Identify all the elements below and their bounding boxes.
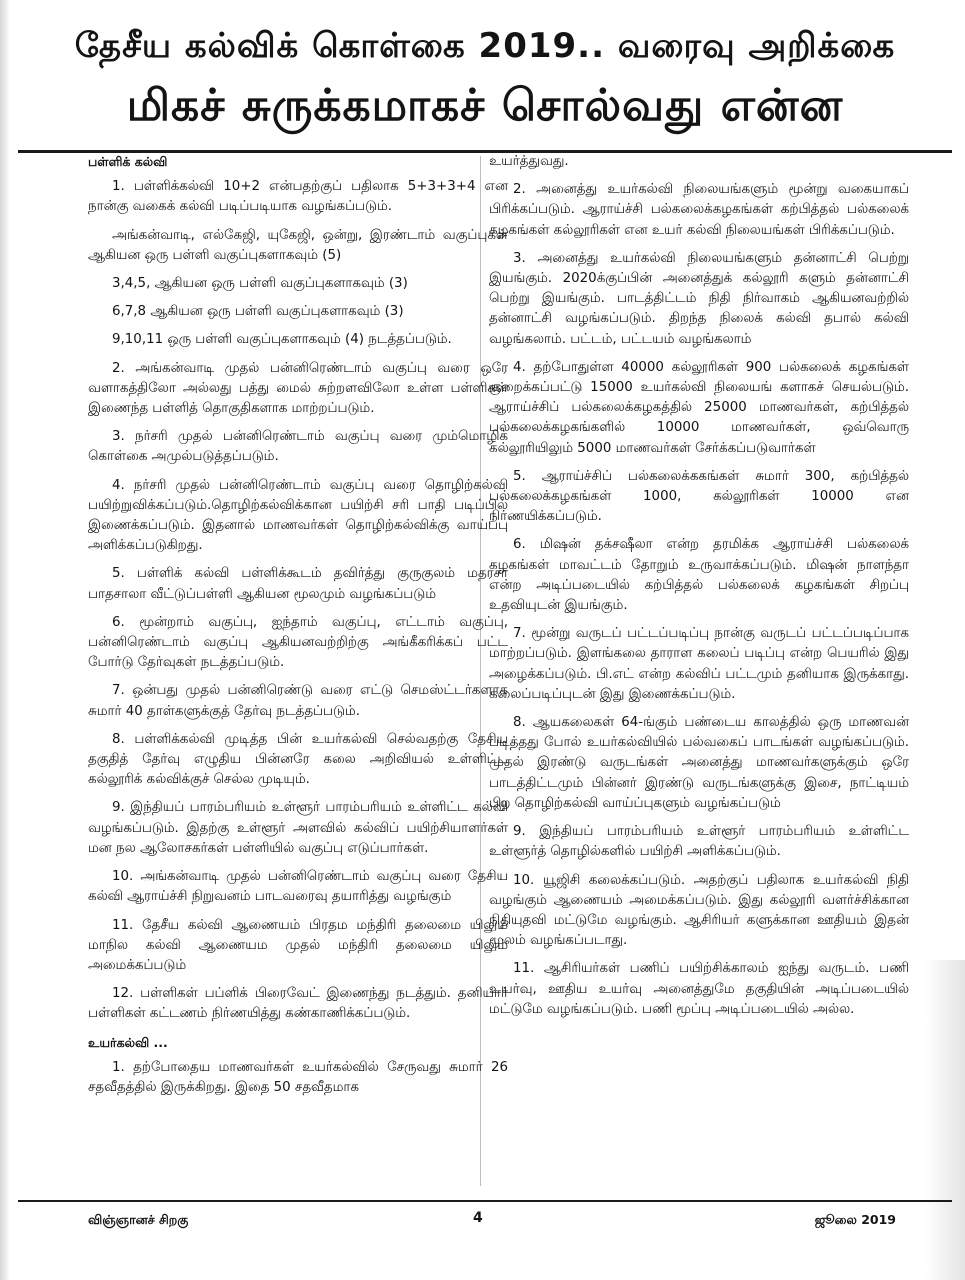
list-item: 3,4,5, ஆகியன ஒரு பள்ளி வகுப்புகளாகவும் (3) bbox=[112, 276, 408, 292]
list-item: 7. மூன்று வருடப் பட்டப்படிப்பு நான்கு வருடப் பட்டப்படிப்பாக மாற்றப்படும். இளங்கலை தாராள கலைப் படிப்பு என்ற பெயரில் இது அழைக்கப்படும். பி.எட் என்ற கல்விப் பட்டமும் தனியாக இருக்காது. கலைப்படிப்புடன் இது இணைக்கப்படும். bbox=[489, 626, 909, 702]
list-item: 8. பள்ளிக்கல்வி முடித்த பின் உயர்கல்வி செல்வதற்கு தேசிய தகுதித் தேர்வு எழுதிய பின்னரே கலை அறிவியல் உள்ளிட்ட கல்லூரிக் கல்விக்குச் செல்ல முடியும். bbox=[88, 731, 508, 788]
higher-education-point: 1. தற்போதைய மாணவர்கள் உயர்கல்வில் சேருவது சுமார் 26 சதவீதத்தில் இருக்கிறது. இதை 50 சதவீதமாக bbox=[88, 1059, 508, 1095]
list-item: 9,10,11 ஒரு பள்ளி வகுப்புகளாகவும் (4) நடத்தப்படும். bbox=[112, 332, 452, 348]
list-item: அங்கன்வாடி, எல்கேஜி, யுகேஜி, ஒன்று, இரண்டாம் வகுப்புகள் ஆகியன ஒரு பள்ளி வகுப்புகளாகவும் (5) bbox=[88, 227, 508, 263]
section-heading-higher-education: உயர்கல்வி ... bbox=[88, 1034, 168, 1050]
list-item: 6,7,8 ஆகியன ஒரு பள்ளி வகுப்புகளாகவும் (3) bbox=[112, 304, 404, 320]
list-item: 9. இந்தியப் பாரம்பரியம் உள்ளூர் பாரம்பரியம் உள்ளிட்ட உள்ளூர்த் தொழில்களில் பயிற்சி அளிக்கப்படும். bbox=[489, 824, 909, 860]
list-item: 3. நர்சரி முதல் பன்னிரெண்டாம் வகுப்பு வரை மும்மொழிக் கொள்கை அமுல்படுத்தப்படும். bbox=[88, 429, 508, 465]
section-heading-school-education: பள்ளிக் கல்வி bbox=[88, 154, 168, 169]
page-footer bbox=[18, 1200, 952, 1240]
list-item: 4. தற்போதுள்ள 40000 கல்லூரிகள் 900 பல்கலைக் கழகங்கள் குறைக்கப்பட்டு 15000 உயர்கல்வி நிலையங் களாகச் செயல்படும். ஆராய்ச்சிப் பல்கலைக்கழகத்தில் 25000 மாணவர்கள், கற்பித்தல் பல்கலைக்கழகங்களில் 10000 மாணவர்கள், ஒவ்வொரு கல்லூரியிலும் 5000 மாணவர்கள் சேர்க்கப்படுவார்கள் bbox=[489, 359, 909, 456]
list-item: 2. அங்கன்வாடி முதல் பன்னிரெண்டாம் வகுப்பு வரை ஒரே வளாகத்திலோ அல்லது பத்து மைல் சுற்றளவிலோ உள்ள பள்ளிகள் இணைந்த பள்ளித் தொகுதிகளாக மாற்றப்படும். bbox=[88, 360, 508, 417]
list-item: 6. மூன்றாம் வகுப்பு, ஐந்தாம் வகுப்பு, எட்டாம் வகுப்பு, பன்னிரெண்டாம் வகுப்பு ஆகியனவற்றிற்கு அங்கீகரிக்கப் பட்ட போர்டு தேர்வுகள் நடத்தப்படும். bbox=[88, 614, 508, 671]
list-item: 8. ஆயகலைகள் 64-ங்கும் பண்டைய காலத்தில் ஒரு மாணவன் படித்தது போல் உயர்கல்வியில் பல்வகைப் பாடங்கள் வழங்கப்படும். முதல் இரண்டு வருடங்கள் அனைத்து மாணவர்களுக்கும் ஒரே பாடத்திட்டமும் பின்னர் இரண்டு வருடங்களுக்கு இசை, நாட்டியம் பிற தொழிற்கல்வி வாய்ப்புகளும் வழங்கப்படும் bbox=[489, 715, 909, 811]
list-item: 10. யூஜிசி கலைக்கப்படும். அதற்குப் பதிலாக உயர்கல்வி நிதி வழங்கும் ஆணையம் அமைக்கப்படும். இது கல்லூரி வளர்ச்சிக்கான நிதியுதவி மட்டுமே வழங்கும். ஆசிரியர் களுக்கான ஊதியம் இதன் மூலம் வழங்கப்படாது. bbox=[489, 872, 909, 949]
list-item: 4. நர்சரி முதல் பன்னிரெண்டாம் வகுப்பு வரை தொழிற்கல்வி பயிற்றுவிக்கப்படும்.தொழிற்கல்விக்கான பயிற்சி சரி பாதி படிப்பில் இணைக்கப்படும். இதனால் மாணவர்கள் தொழிற்கல்விக்கு வாய்ப்பு அளிக்கப்படுகிறது. bbox=[88, 477, 508, 554]
footer-rule bbox=[18, 1200, 952, 1202]
list-item: 6. மிஷன் தக்சஷீலா என்ற தரமிக்க ஆராய்ச்சி பல்கலைக் கழகங்கள் மாவட்டம் தோறும் உருவாக்கப்படும். மிஷன் நாளந்தா என்ற அடிப்படையில் கற்பித்தல் பல்கலைக் கழகங்கள் சிறப்பு உதவியுடன் இயங்கும். bbox=[489, 537, 909, 614]
list-item: 2. அனைத்து உயர்கல்வி நிலையங்களும் மூன்று வகையாகப் பிரிக்கப்படும். ஆராய்ச்சி பல்கலைக்கழகங்கள் கற்பித்தல் பல்கலைக் கழகங்கள் கல்லூரிகள் என உயர் கல்வி நிலையங்கள் பிரிக்கப்படும். bbox=[489, 182, 909, 238]
list-item: 5. ஆராய்ச்சிப் பல்கலைக்ககங்கள் சுமார் 300, கற்பித்தல் பல்கலைக்கழகங்கள் 1000, கல்லூரிகள் 10000 என நிர்ணயிக்கப்படும். bbox=[489, 468, 909, 525]
page-number: 4 bbox=[473, 1210, 483, 1226]
list-item: 11. ஆசிரியர்கள் பணிப் பயிற்சிக்காலம் ஐந்து வருடம். பணி உயர்வு, ஊதிய உயர்வு அனைத்துமே தகுதியின் அடிப்படையில் மட்டுமே வழங்கப்படும். பணி மூப்பு அடிப்படையில் அல்ல. bbox=[489, 961, 909, 1017]
title-banner bbox=[18, 14, 952, 142]
list-item: 9. இந்தியப் பாரம்பரியம் உள்ளூர் பாரம்பரியம் உள்ளிட்ட கல்வி வழங்கப்படும். இதற்கு உள்ளூர் அளவில் கல்விப் பயிற்சியாளர்கள் மன நல ஆலோசகர்கள் பள்ளியில் வகுப்பு எடுப்பார்கள். bbox=[88, 800, 508, 856]
issue-date: ஜூலை 2019 bbox=[814, 1212, 896, 1227]
right-column bbox=[489, 152, 909, 1028]
list-item: 10. அங்கன்வாடி முதல் பன்னிரெண்டாம் வகுப்பு வரை தேசிய கல்வி ஆராய்ச்சி நிறுவனம் பாடவரைவு தயாரித்து வழங்கும் bbox=[88, 869, 508, 905]
school-education-points bbox=[88, 177, 508, 1024]
list-item: 7. ஒன்பது முதல் பன்னிரெண்டு வரை எட்டு செமஸ்ட்டர்களாக சுமார் 40 தாள்களுக்குத் தேர்வு நடத்தப்படும். bbox=[88, 683, 508, 719]
list-item: 3. அனைத்து உயர்கல்வி நிலையங்களும் தன்னாட்சி பெற்று இயங்கும். 2020க்குப்பின் அனைத்துக் கல்லூரி களும் தன்னாட்சி பெற்று இயங்கும். பாடத்திட்டம் நிதி நிர்வாகம் ஆகியனவற்றில் தன்னாட்சி வழங்கப்படும். திறந்த நிலைக் கல்வி தபால் கல்வி வழங்கலாம். பட்டம், பட்டயம் வழங்கலாம் bbox=[489, 250, 909, 347]
list-item: 1. பள்ளிக்கல்வி 10+2 என்பதற்குப் பதிலாக 5+3+3+4 என நான்கு வகைக் கல்வி படிப்படியாக வழங்கப்படும். bbox=[88, 179, 508, 215]
list-item: 11. தேசீய கல்வி ஆணையம் பிரதம மந்திரி தலைமை யிலும் மாநில கல்வி ஆணையம முதல் மந்திரி தலைமை யிலும் அமைக்கப்படும் bbox=[88, 917, 508, 973]
list-item: 5. பள்ளிக் கல்வி பள்ளிக்கூடம் தவிர்த்து குருகுலம் மதரசா பாதசாலா வீட்டுப்பள்ளி ஆகியன மூலமும் வழங்கப்படும் bbox=[88, 566, 508, 602]
title-line-1: தேசீய கல்விக் கொள்கை 2019.. வரைவு அறிக்கை bbox=[74, 26, 896, 66]
left-column bbox=[88, 152, 508, 1106]
page-edge-shadow-left bbox=[0, 0, 10, 1280]
higher-education-points bbox=[489, 180, 909, 1020]
magazine-name: விஞ்ஞானச் சிறகு bbox=[88, 1212, 189, 1227]
list-item: 12. பள்ளிகள் பப்ளிக் பிரைவேட் இணைந்து நடத்தும். தனியார் பள்ளிகள் கட்டணம் நிர்ணயித்து கண்காணிக்கப்படும். bbox=[88, 986, 508, 1022]
continued-text: உயர்த்துவது. bbox=[489, 154, 569, 169]
title-line-2: மிகச் சுருக்கமாகச் சொல்வது என்ன bbox=[126, 80, 844, 131]
